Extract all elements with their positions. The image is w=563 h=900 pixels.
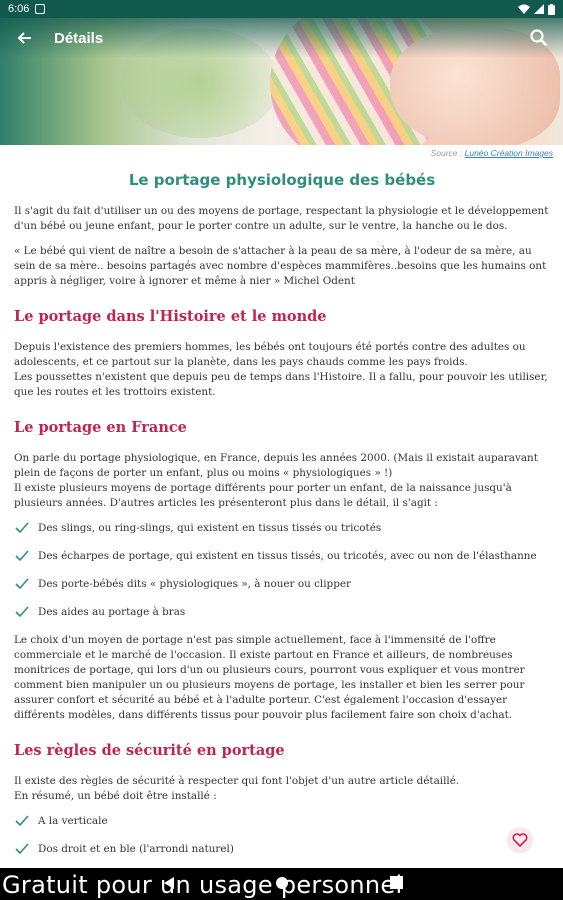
screen-title: Détails [54,29,104,47]
watermark-text: Gratuit pour un usage personnel [2,871,403,899]
list-item: Dos droit et en ble (l'arrondi naturel) [14,842,550,857]
check-icon [15,843,29,855]
list-item: A la verticale [14,814,550,829]
section-heading-history: Le portage dans l'Histoire et le monde [14,308,327,325]
battery-icon [548,4,555,15]
arrow-left-icon [16,30,32,46]
back-button[interactable] [12,26,36,50]
section-heading-france: Le portage en France [14,419,187,436]
check-icon [15,550,29,562]
image-credit-link[interactable]: Lunéo Création Images [464,148,553,158]
list-item: Des porte-bébés dits « physiologiques », à nouer ou clipper [14,577,550,592]
france-paragraph [14,451,550,511]
header-image [0,18,563,145]
signal-icon [534,4,544,14]
list-item: Des slings, ou ring-slings, qui existent en tissus tissés ou tricotés [14,521,550,536]
history-text-1: Depuis l'existence des premiers hommes, les bébés ont toujours été portés contre des adultes ou adolescents, et ce partout sur la planète, dans les pays chauds comme les pays froids. [14,341,526,368]
safety-text-1: Il existe des règles de sécurité à respecter qui font l'objet d'un autre article détaillé. [14,775,460,787]
history-paragraph [14,340,550,400]
check-icon [15,522,29,534]
image-credit-label: Source : [430,148,463,158]
notification-icon [35,4,45,14]
safety-paragraph [14,774,550,804]
search-icon [530,29,548,47]
intro-paragraph-2: « Le bébé qui vient de naître a besoin de s'attacher à la peau de sa mère, à l'odeur de sa mère, au sein de sa mère.. besoins partagés avec nombre d'espèces mammifères..besoins que les humains ont appris à négliger, voire à ignorer et même à nier » Michel Odent [14,245,547,287]
history-text-2: Les poussettes n'existent que depuis peu de temps dans l'Histoire. Il a fallu, pour pouvoir les utiliser, que les routes et les trottoirs existent. [14,371,548,398]
search-button[interactable] [527,26,551,50]
safety-rule-list [14,814,550,857]
list-item: Des aides au portage à bras [14,605,550,620]
status-icons [518,4,555,15]
favorite-button[interactable] [507,827,533,853]
check-icon [15,578,29,590]
article-content [14,170,550,870]
check-icon [15,815,29,827]
image-credit [431,148,553,158]
status-time: 6:06 [8,3,30,15]
wifi-icon [518,4,530,14]
list-item: Des écharpes de portage, qui existent en tissus tissés, ou tricotés, avec ou non de l'élasthanne [14,549,550,564]
app-bar [0,18,563,58]
carrier-type-list [14,521,550,620]
section-heading-safety: Les règles de sécurité en portage [14,742,285,759]
france-text-1: On parle du portage physiologique, en France, depuis les années 2000. (Mais il existait auparavant plein de façons de porter un enfant, plus ou moins « physiologiques » !) [14,452,538,479]
france-after-paragraph: Le choix d'un moyen de portage n'est pas simple actuellement, face à l'immensité de l'offre commerciale et le marché de l'occasion. Il existe partout en France et ailleurs, de nombreuses monitrices de portage, qui lors d'un ou plusieurs cours, pourront vous expliquer et vous montrer comment bien manipuler un ou plusieurs moyens de portage, les installer et bien les serrer pour assurer confort et sécurité au bébé et à l'adulte porteur. C'est également l'occasion d'essayer différents modèles, dans différents tissus pour pouvoir plus facilement faire son choix d'achat. [14,634,525,721]
article-title: Le portage physiologique des bébés [128,171,436,189]
safety-text-2: En résumé, un bébé doit être installé : [14,790,217,802]
status-bar [0,0,563,18]
heart-icon [512,833,528,847]
intro-paragraph-1: Il s'agit du fait d'utiliser un ou des moyens de portage, respectant la physiologie et le développement d'un bébé ou jeune enfant, pour le porter contre un adulte, sur le ventre, la hanche ou le dos. [14,205,549,232]
france-text-2: Il existe plusieurs moyens de portage différents pour porter un enfant, de la naissance jusqu'à plusieurs années. D'autres articles les présenteront plus dans le détail, il s'agit : [14,482,512,509]
check-icon [15,606,29,618]
